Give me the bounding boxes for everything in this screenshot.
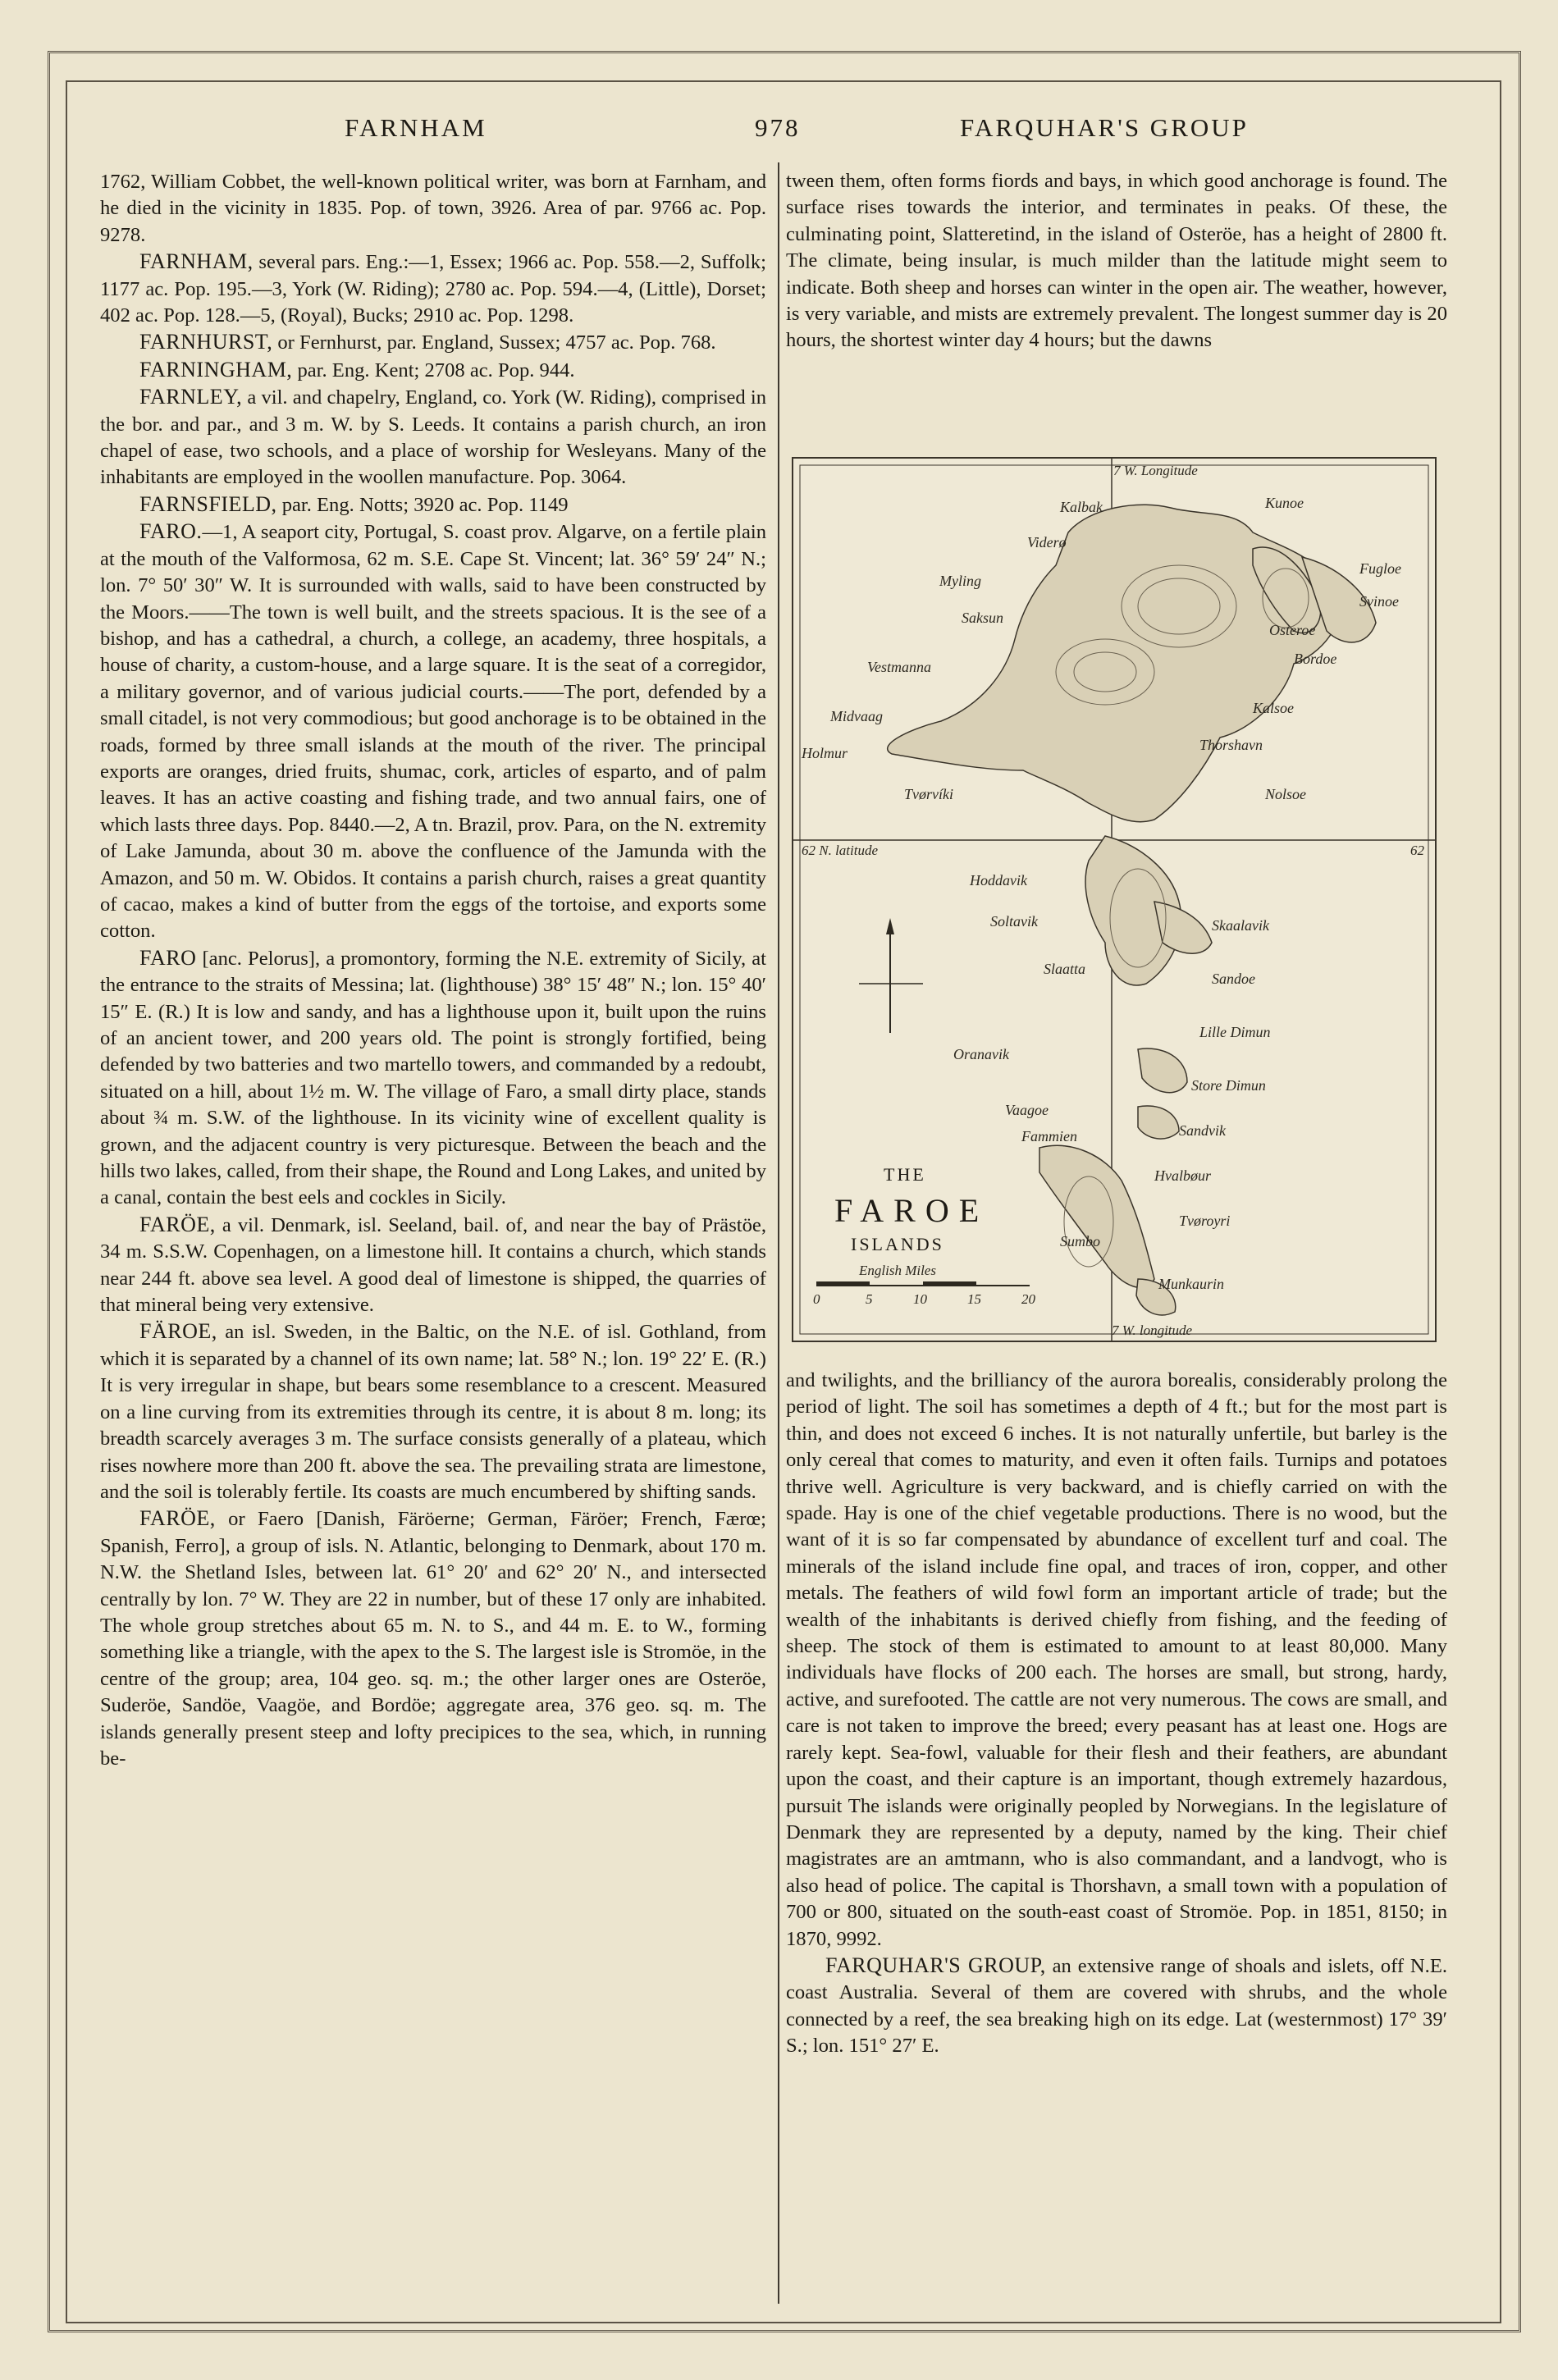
place-label: Sandvik (1179, 1122, 1226, 1139)
place-label: Soltavik (990, 913, 1038, 930)
left-column (100, 168, 766, 2301)
place-label: Munkaurin (1158, 1276, 1224, 1292)
entry: FARNHURST, or Fernhurst, par. England, Sussex; 4757 ac. Pop. 768. (139, 330, 716, 354)
place-label: Vestmanna (867, 659, 931, 675)
bottom-longitude-label: 7 W. longitude (1112, 1322, 1193, 1338)
scale-tick: 15 (967, 1291, 981, 1307)
entry: FÄROE, an isl. Sweden, in the Baltic, on the N.E. of isl. Gothland, from which it is separated by a channel of its own name; lat. 58° N.; lon. 19° 22′ E. (R.) It is very irregular in shape, but bears some resemblance to a crescent. Measured on a line curving from its extremities through its centre, it is about 8 m. long; its breadth scarcely averages 3 m. The surface consists generally of a plateau, which rises nowhere more than 200 ft. above the sea. The prevailing strata are limestone, and the soil is tolerably fertile. Its coasts are much encumbered by shifting sands. (100, 1319, 766, 1503)
place-label: Hoddavik (970, 872, 1027, 889)
header-right-term: FARQUHAR'S GROUP (960, 113, 1249, 142)
place-label: Osteroe (1269, 622, 1316, 638)
running-header (98, 113, 1485, 154)
right-column-top (786, 168, 1447, 439)
place-label: Holmur (802, 745, 848, 761)
faroe-islands-map (792, 457, 1437, 1342)
map-title: FAROE (834, 1192, 989, 1229)
scale-tick: 10 (913, 1291, 927, 1307)
place-label: Bordoe (1294, 651, 1337, 667)
place-label: Fugloe (1359, 560, 1401, 577)
entry: tween them, often forms fiords and bays, in which good anchorage is found. The surface rises towards the interior, and terminates in peaks. Of these, the culminating point, Slatteretind, in the island of Osteröe, has a height of 2800 ft. The climate, being insular, is much milder than the latitude might seem to indicate. Both sheep and horses can winter in the open air. The weather, however, is very variable, and mists are extremely prevalent. The longest summer day is 20 hours, the shortest winter day 4 hours; but the dawns (786, 170, 1447, 352)
entry: FARO.—1, A seaport city, Portugal, S. coast prov. Algarve, on a fertile plain at the mouth of the Valformosa, 62 m. S.E. Cape St. Vincent; lat. 36° 59′ 24″ N.; lon. 7° 50′ 30″ W. It is surrounded with walls, said to have been constructed by the Moors.——The town is well built, and the streets spacious. It is the see of a bishop, and has a cathedral, a church, a college, an academy, three hospitals, a house of charity, a custom-house, and a large square. It is the seat of a corregidor, a military governor, and of various judicial courts.——The port, defended by a small citadel, is not very commodious; but good anchorage is to be obtained in the roads, formed by three small islands at the mouth of the river. The principal exports are oranges, dried fruits, shumac, cork, articles of esparto, and of palm leaves. It has an active coasting and fishing trade, and two annual fairs, one of which lasts three days. Pop. 8440.—2, A tn. Brazil, prov. Para, on the N. extremity of Lake Jamunda, about 30 m. above the confluence of the Jamunda with the Amazon, and 50 m. W. Obidos. It contains a parish church, raises a great quantity of cacao, makes a kind of butter from the eggs of the tortoise, and exports some cotton. (100, 519, 766, 943)
scale-tick: 0 (813, 1291, 820, 1307)
place-label: Myling (939, 573, 981, 589)
place-label: Tvørvíki (904, 786, 953, 802)
entry: FARO [anc. Pelorus], a promontory, forming the N.E. extremity of Sicily, at the entrance to the straits of Messina; lat. (lighthouse) 38° 15′ 48″ N.; lon. 15° 40′ 15″ E. (R.) It is low and sandy, and has a lighthouse upon it, built upon the ruins of an ancient tower, and 200 years old. The point is strongly fortified, being defended by two batteries and two martello towers, and commanded by a redoubt, situated on a hill, about 1½ m. W. The village of Faro, a small dirty place, stands about ¾ m. S.W. of the lighthouse. In its vicinity wine of excellent quality is grown, and the adjacent country is very picturesque. Between the beach and the hills two lakes, called, from their shape, the Round and Long Lakes, and united by a canal, contain the best eels and cockles in Sicily. (100, 945, 766, 1209)
entry: FARNINGHAM, par. Eng. Kent; 2708 ac. Pop. 944. (139, 357, 575, 381)
scale-bar (816, 1281, 1030, 1286)
place-label: Hvalbøur (1154, 1167, 1211, 1184)
map-title-the: THE (884, 1164, 926, 1185)
place-label: Oranavik (953, 1046, 1009, 1062)
place-label: Nolsoe (1265, 786, 1307, 802)
entry: and twilights, and the brilliancy of the aurora borealis, considerably prolong the period of light. The soil has sometimes a depth of 4 ft.; but for the most part is thin, and does not exceed 6 inches. It is not naturally unfertile, but barley is the only cereal that comes to maturity, and even it often fails. Turnips and potatoes thrive well. Agriculture is very backward, and is chiefly carried on with the spade. Hay is one of the chief vegetable productions. There is no wood, but the want of it is so far compensated by abundance of excellent turf and coal. The minerals of the island include fine opal, and traces of iron, copper, and other metals. The feathers of wild fowl form an important article of trade; but the wealth of the inhabitants is derived chiefly from fishing, and the feeding of sheep. The stock of them is estimated to amount to at least 80,000. Many individuals have flocks of 200 each. The horses are small, but strong, hardy, active, and surefooted. The cattle are not very numerous. The cows are small, and care is not taken to improve the breed; every peasant has at least one. Hogs are rarely kept. Sea-fowl, valuable for their flesh and their feathers, are abundant upon the coast, and their capture is an important, though extremely hazardous, pursuit The islands were originally peopled by Norwegians. In the legislature of Denmark they are represented by a deputy, named by the king. Their chief magistrates are an amtmann, who is also commandant, and a landvogt, who is also head of police. The capital is Thorshavn, a small town with a population of 700 or 800, situated on the south-east coast of Stromöe. Pop. in 1851, 8150; in 1870, 9992. (786, 1369, 1447, 1950)
place-label: Saksun (962, 610, 1003, 626)
place-label: Thorshavn (1199, 737, 1263, 753)
entry: FARNHAM, several pars. Eng.:—1, Essex; 1966 ac. Pop. 558.—2, Suffolk; 1177 ac. Pop. 195.—3, York (W. Riding); 2780 ac. Pop. 594.—4, (Little), Dorset; 402 ac. Pop. 128.—5, (Royal), Bucks; 2910 ac. Pop. 1298. (100, 249, 766, 327)
latitude-label: 62 N. latitude (802, 843, 879, 858)
column-divider (778, 162, 779, 2304)
entry: FARÖE, a vil. Denmark, isl. Seeland, bail. of, and near the bay of Prästöe, 34 m. S.S.W. Copenhagen, on a limestone hill. It contains a church, which stands near 244 ft. above sea level. A good deal of limestone is shipped, the quarries of that mineral being very extensive. (100, 1212, 766, 1317)
place-label: Lille Dimun (1199, 1024, 1271, 1040)
right-column-bottom (786, 1367, 1447, 2286)
place-label: Fammien (1021, 1128, 1077, 1144)
map-graphic (793, 459, 1435, 1341)
place-label: Tvøroyri (1179, 1213, 1231, 1229)
place-label: Vaagoe (1005, 1102, 1049, 1118)
place-label: Svinoe (1359, 593, 1399, 610)
place-label: Store Dimun (1191, 1077, 1266, 1094)
place-label: Kalbak (1060, 499, 1103, 515)
page-number: 978 (755, 113, 801, 142)
scale-tick: 20 (1021, 1291, 1035, 1307)
scale-label: English Miles (859, 1263, 936, 1278)
place-label: Sumbo (1060, 1233, 1100, 1249)
place-label: Sandoe (1212, 971, 1255, 987)
entry: FARNLEY, a vil. and chapelry, England, co. York (W. Riding), comprised in the bor. and par., and 3 m. W. by S. Leeds. It contains a parish church, an iron chapel of ease, two schools, and a place of worship for Wesleyans. Many of the inhabitants are employed in the woollen manufacture. Pop. 3064. (100, 385, 766, 489)
entry: FARÖE, or Faero [Danish, Färöerne; German, Färöer; French, Færœ; Spanish, Ferro], a group of isls. N. Atlantic, belonging to Denmark, about 170 m. N.W. the Shetland Isles, between lat. 61° 20′ and 62° 20′ N., and intersected centrally by lon. 7° W. They are 22 in number, but of these 17 only are inhabited. The whole group stretches about 65 m. N. to S., and 44 m. E. to W., forming something like a triangle, with the apex to the S. The largest isle is Stromöe, in the centre of the group; area, 104 geo. sq. m.; the other larger ones are Osteröe, Suderöe, Sandöe, Vaagöe, and Bordöe; aggregate area, 376 geo. sq. m. The islands generally present steep and lofty precipices to the sea, which, in running be- (100, 1506, 766, 1770)
header-left-term: FARNHAM (345, 113, 487, 142)
place-label: Kalsoe (1253, 700, 1295, 716)
map-title-islands: ISLANDS (851, 1234, 944, 1254)
entry: FARNSFIELD, par. Eng. Notts; 3920 ac. Pop. 1149 (139, 491, 569, 516)
scale-tick: 5 (866, 1291, 873, 1307)
latitude-label-right: 62 (1410, 843, 1424, 858)
place-label: Viderø (1027, 534, 1067, 550)
place-label: Midvaag (830, 708, 883, 724)
entry: 1762, William Cobbet, the well-known political writer, was born at Farnham, and he died in the vicinity in 1835. Pop. of town, 3926. Area of par. 9766 ac. Pop. 9278. (100, 171, 766, 246)
top-longitude-label: 7 W. Longitude (1113, 463, 1198, 478)
entry: FARQUHAR'S GROUP, an extensive range of shoals and islets, off N.E. coast Australia. Several of them are covered with shrubs, and the whole connected by a reef, the sea breaking high on its edge. Lat (westernmost) 17° 39′ S.; lon. 151° 27′ E. (786, 1953, 1447, 2058)
place-label: Kunoe (1265, 495, 1304, 511)
place-label: Slaatta (1044, 961, 1086, 977)
place-label: Skaalavik (1212, 917, 1269, 934)
